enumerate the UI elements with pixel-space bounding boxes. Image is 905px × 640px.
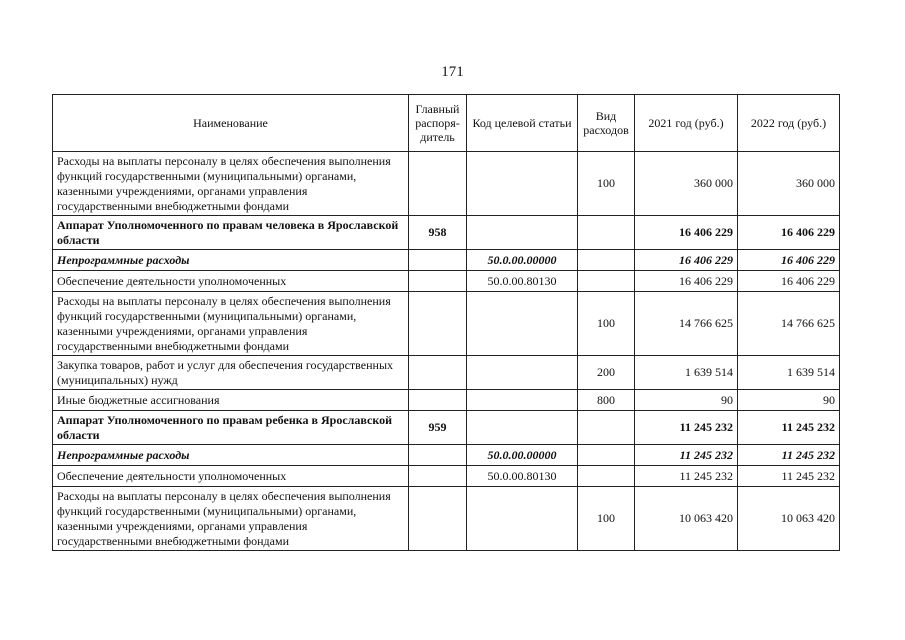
row-name: Обеспечение деятельности уполномоченных <box>53 271 409 292</box>
row-amount-2021: 11 245 232 <box>635 411 738 445</box>
row-kind <box>578 411 635 445</box>
row-amount-2022: 14 766 625 <box>738 292 840 356</box>
row-admin: 959 <box>409 411 467 445</box>
header-year-2021: 2021 год (руб.) <box>635 95 738 152</box>
row-kind: 800 <box>578 390 635 411</box>
row-amount-2022: 11 245 232 <box>738 445 840 466</box>
header-year-2022: 2022 год (руб.) <box>738 95 840 152</box>
table-row <box>53 466 840 487</box>
row-amount-2021: 16 406 229 <box>635 271 738 292</box>
row-kind <box>578 216 635 250</box>
row-amount-2021: 16 406 229 <box>635 250 738 271</box>
row-name: Закупка товаров, работ и услуг для обеспечения государственных (муниципальных) нужд <box>53 356 409 390</box>
header-name: Наименование <box>53 95 409 152</box>
row-code <box>467 356 578 390</box>
row-amount-2021: 11 245 232 <box>635 466 738 487</box>
row-code: 50.0.00.00000 <box>467 250 578 271</box>
row-admin <box>409 487 467 551</box>
row-kind <box>578 250 635 271</box>
row-kind <box>578 466 635 487</box>
row-kind: 100 <box>578 152 635 216</box>
row-kind <box>578 271 635 292</box>
header-admin: Главный распоря-дитель <box>409 95 467 152</box>
row-amount-2022: 360 000 <box>738 152 840 216</box>
row-admin <box>409 271 467 292</box>
row-admin <box>409 466 467 487</box>
row-amount-2022: 16 406 229 <box>738 216 840 250</box>
row-code <box>467 292 578 356</box>
row-code <box>467 411 578 445</box>
table-row <box>53 271 840 292</box>
table-row <box>53 292 840 356</box>
row-name: Непрограммные расходы <box>53 445 409 466</box>
table-row <box>53 390 840 411</box>
row-code <box>467 216 578 250</box>
row-amount-2022: 16 406 229 <box>738 250 840 271</box>
row-amount-2022: 90 <box>738 390 840 411</box>
row-amount-2022: 1 639 514 <box>738 356 840 390</box>
row-admin <box>409 250 467 271</box>
table-row-section <box>53 216 840 250</box>
row-name: Аппарат Уполномоченного по правам ребенка в Ярославской области <box>53 411 409 445</box>
row-code: 50.0.00.80130 <box>467 466 578 487</box>
row-amount-2021: 90 <box>635 390 738 411</box>
row-admin <box>409 356 467 390</box>
row-name: Аппарат Уполномоченного по правам человека в Ярославской области <box>53 216 409 250</box>
row-admin <box>409 390 467 411</box>
row-name: Расходы на выплаты персоналу в целях обеспечения выполнения функций государственными (муниципальными) органами, казенными учреждениями, органами управления государственными внебюджетными фондами <box>53 152 409 216</box>
table-row-program <box>53 250 840 271</box>
table-row <box>53 487 840 551</box>
row-amount-2021: 16 406 229 <box>635 216 738 250</box>
row-name: Непрограммные расходы <box>53 250 409 271</box>
row-amount-2022: 10 063 420 <box>738 487 840 551</box>
row-amount-2022: 11 245 232 <box>738 466 840 487</box>
table-row-program <box>53 445 840 466</box>
row-kind: 100 <box>578 487 635 551</box>
row-admin <box>409 445 467 466</box>
row-kind: 100 <box>578 292 635 356</box>
row-code: 50.0.00.00000 <box>467 445 578 466</box>
row-name: Иные бюджетные ассигнования <box>53 390 409 411</box>
row-name: Обеспечение деятельности уполномоченных <box>53 466 409 487</box>
header-kind: Вид расходов <box>578 95 635 152</box>
row-code: 50.0.00.80130 <box>467 271 578 292</box>
budget-table <box>52 94 840 551</box>
row-kind <box>578 445 635 466</box>
row-admin <box>409 292 467 356</box>
row-code <box>467 390 578 411</box>
row-name: Расходы на выплаты персоналу в целях обеспечения выполнения функций государственными (муниципальными) органами, казенными учреждениями, органами управления государственными внебюджетными фондами <box>53 292 409 356</box>
row-kind: 200 <box>578 356 635 390</box>
table-row-section <box>53 411 840 445</box>
row-code <box>467 152 578 216</box>
row-amount-2021: 14 766 625 <box>635 292 738 356</box>
table-row <box>53 356 840 390</box>
row-amount-2022: 16 406 229 <box>738 271 840 292</box>
row-amount-2021: 10 063 420 <box>635 487 738 551</box>
table-header-row <box>53 95 840 152</box>
row-code <box>467 487 578 551</box>
row-admin: 958 <box>409 216 467 250</box>
row-admin <box>409 152 467 216</box>
table-row <box>53 152 840 216</box>
row-name: Расходы на выплаты персоналу в целях обеспечения выполнения функций государственными (муниципальными) органами, казенными учреждениями, органами управления государственными внебюджетными фондами <box>53 487 409 551</box>
row-amount-2021: 360 000 <box>635 152 738 216</box>
header-code: Код целевой статьи <box>467 95 578 152</box>
row-amount-2022: 11 245 232 <box>738 411 840 445</box>
row-amount-2021: 11 245 232 <box>635 445 738 466</box>
row-amount-2021: 1 639 514 <box>635 356 738 390</box>
page-number: 171 <box>441 64 464 80</box>
